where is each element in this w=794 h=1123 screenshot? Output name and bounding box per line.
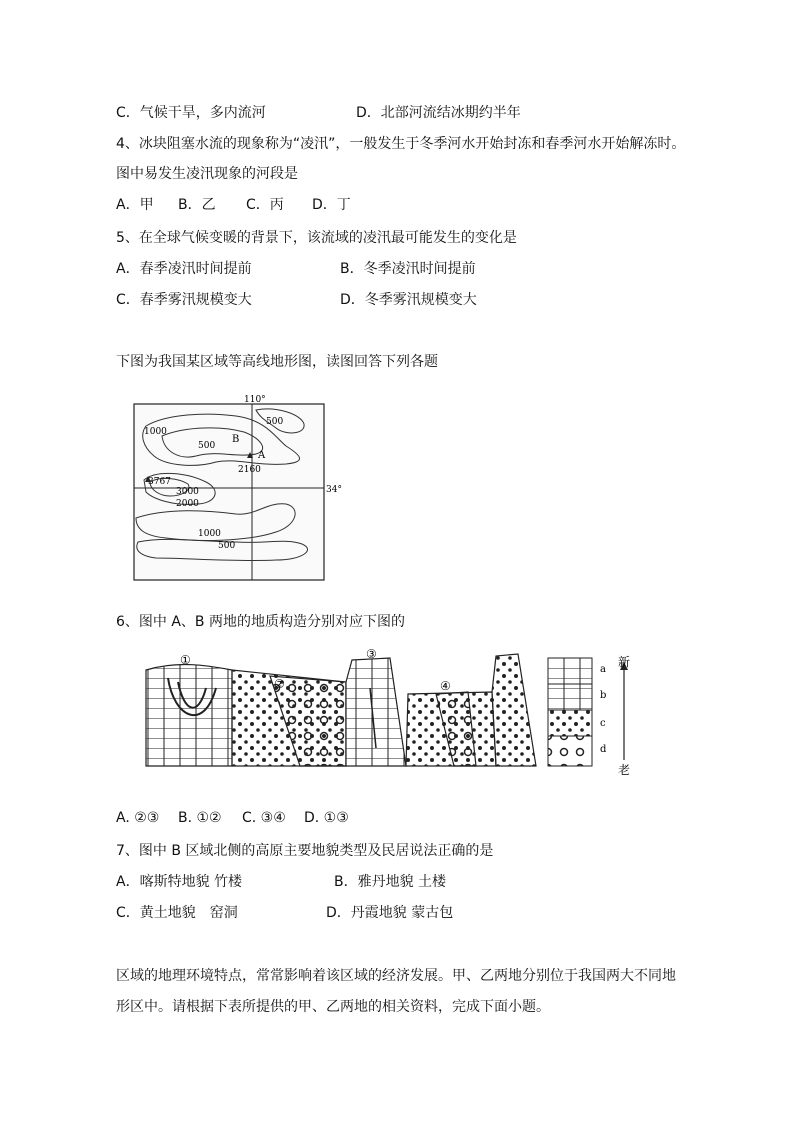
q4-option-b: B．乙 [178, 197, 216, 213]
contour-label-500-south: 500 [218, 541, 236, 551]
legend-letter-b: b [600, 690, 607, 701]
geologic-section [140, 648, 660, 778]
q4-stem-line2: 图中易发生凌汛现象的河段是 [116, 166, 298, 182]
q7-option-c: C．黄土地貌 窑洞 [116, 905, 238, 921]
q5-option-c: C．春季雾汛规模变大 [116, 292, 252, 308]
q7-stem: 7、图中 B 区域北侧的高原主要地貌类型及民居说法正确的是 [116, 843, 494, 859]
contour-label-2000: 2000 [176, 499, 199, 509]
lat-label: 34° [326, 485, 342, 495]
contour-label-500-north: 500 [198, 441, 216, 451]
point-a-label: A [258, 450, 266, 461]
contour-label-3000: 3000 [176, 487, 199, 497]
point-a-elevation: 2160 [238, 465, 261, 475]
point-b-label: B [232, 434, 240, 445]
q6-stem: 6、图中 A、B 两地的地质构造分别对应下图的 [116, 614, 405, 630]
legend-layer-d [548, 736, 592, 766]
legend-layer-a [548, 658, 592, 684]
q7-option-a: A．喀斯特地貌 竹楼 [116, 874, 243, 890]
q6-option-a: A. ②③ [116, 810, 160, 826]
q7-option-b: B．雅丹地貌 土楼 [334, 874, 447, 890]
q6-option-b: B. ①② [178, 810, 222, 826]
contour-label-1000-south: 1000 [198, 529, 221, 539]
section-mark-3: ③ [366, 648, 377, 661]
section-3-block [346, 658, 406, 766]
q6-option-c: C. ③④ [242, 810, 286, 826]
legend-letter-a: a [600, 664, 606, 675]
q3-option-d: D．北部河流结冰期约半年 [356, 105, 521, 121]
section-mark-2: ② [274, 677, 285, 691]
section-right-block [492, 654, 536, 766]
section-mark-1: ① [180, 653, 191, 667]
section-mark-4: ④ [440, 679, 451, 693]
peak-elevation: 3767 [148, 477, 171, 487]
q4-option-d: D．丁 [312, 197, 351, 213]
legend-letter-c: c [600, 718, 606, 729]
q5-option-d: D．冬季雾汛规模变大 [340, 292, 477, 308]
legend-layer-c [548, 710, 592, 736]
q4-option-a: A．甲 [116, 197, 154, 213]
q5-stem: 5、在全球气候变暖的背景下，该流域的凌汛最可能发生的变化是 [116, 230, 517, 246]
legend-layer-b [548, 684, 592, 710]
contour-map [126, 392, 346, 588]
section3-intro-line1: 区域的地理环境特点，常常影响着该区域的经济发展。甲、乙两地分别位于我国两大不同地 [116, 968, 676, 984]
q5-option-b: B．冬季凌汛时间提前 [340, 261, 476, 277]
q7-option-d: D．丹霞地貌 蒙古包 [326, 905, 454, 921]
q6-option-d: D. ①③ [304, 810, 349, 826]
section3-intro-line2: 形区中。请根据下表所提供的甲、乙两地的相关资料，完成下面小题。 [116, 999, 550, 1015]
q3-option-c: C．气候干旱，多内流河 [116, 105, 266, 121]
map-intro: 下图为我国某区域等高线地形图，读图回答下列各题 [116, 354, 438, 370]
legend-old: 老 [618, 763, 631, 777]
legend-new: 新 [618, 655, 631, 669]
legend-letter-d: d [600, 744, 607, 755]
contour-label-1000-north: 1000 [144, 427, 167, 437]
lon-label: 110° [244, 395, 266, 405]
contour-label-500-ne: 500 [266, 417, 284, 427]
q5-option-a: A．春季凌汛时间提前 [116, 261, 252, 277]
q4-stem-line1: 4、冰块阻塞水流的现象称为“凌汛”，一般发生于冬季河水开始封冻和春季河水开始解冻时。 [116, 136, 686, 152]
q4-option-c: C．丙 [246, 197, 284, 213]
